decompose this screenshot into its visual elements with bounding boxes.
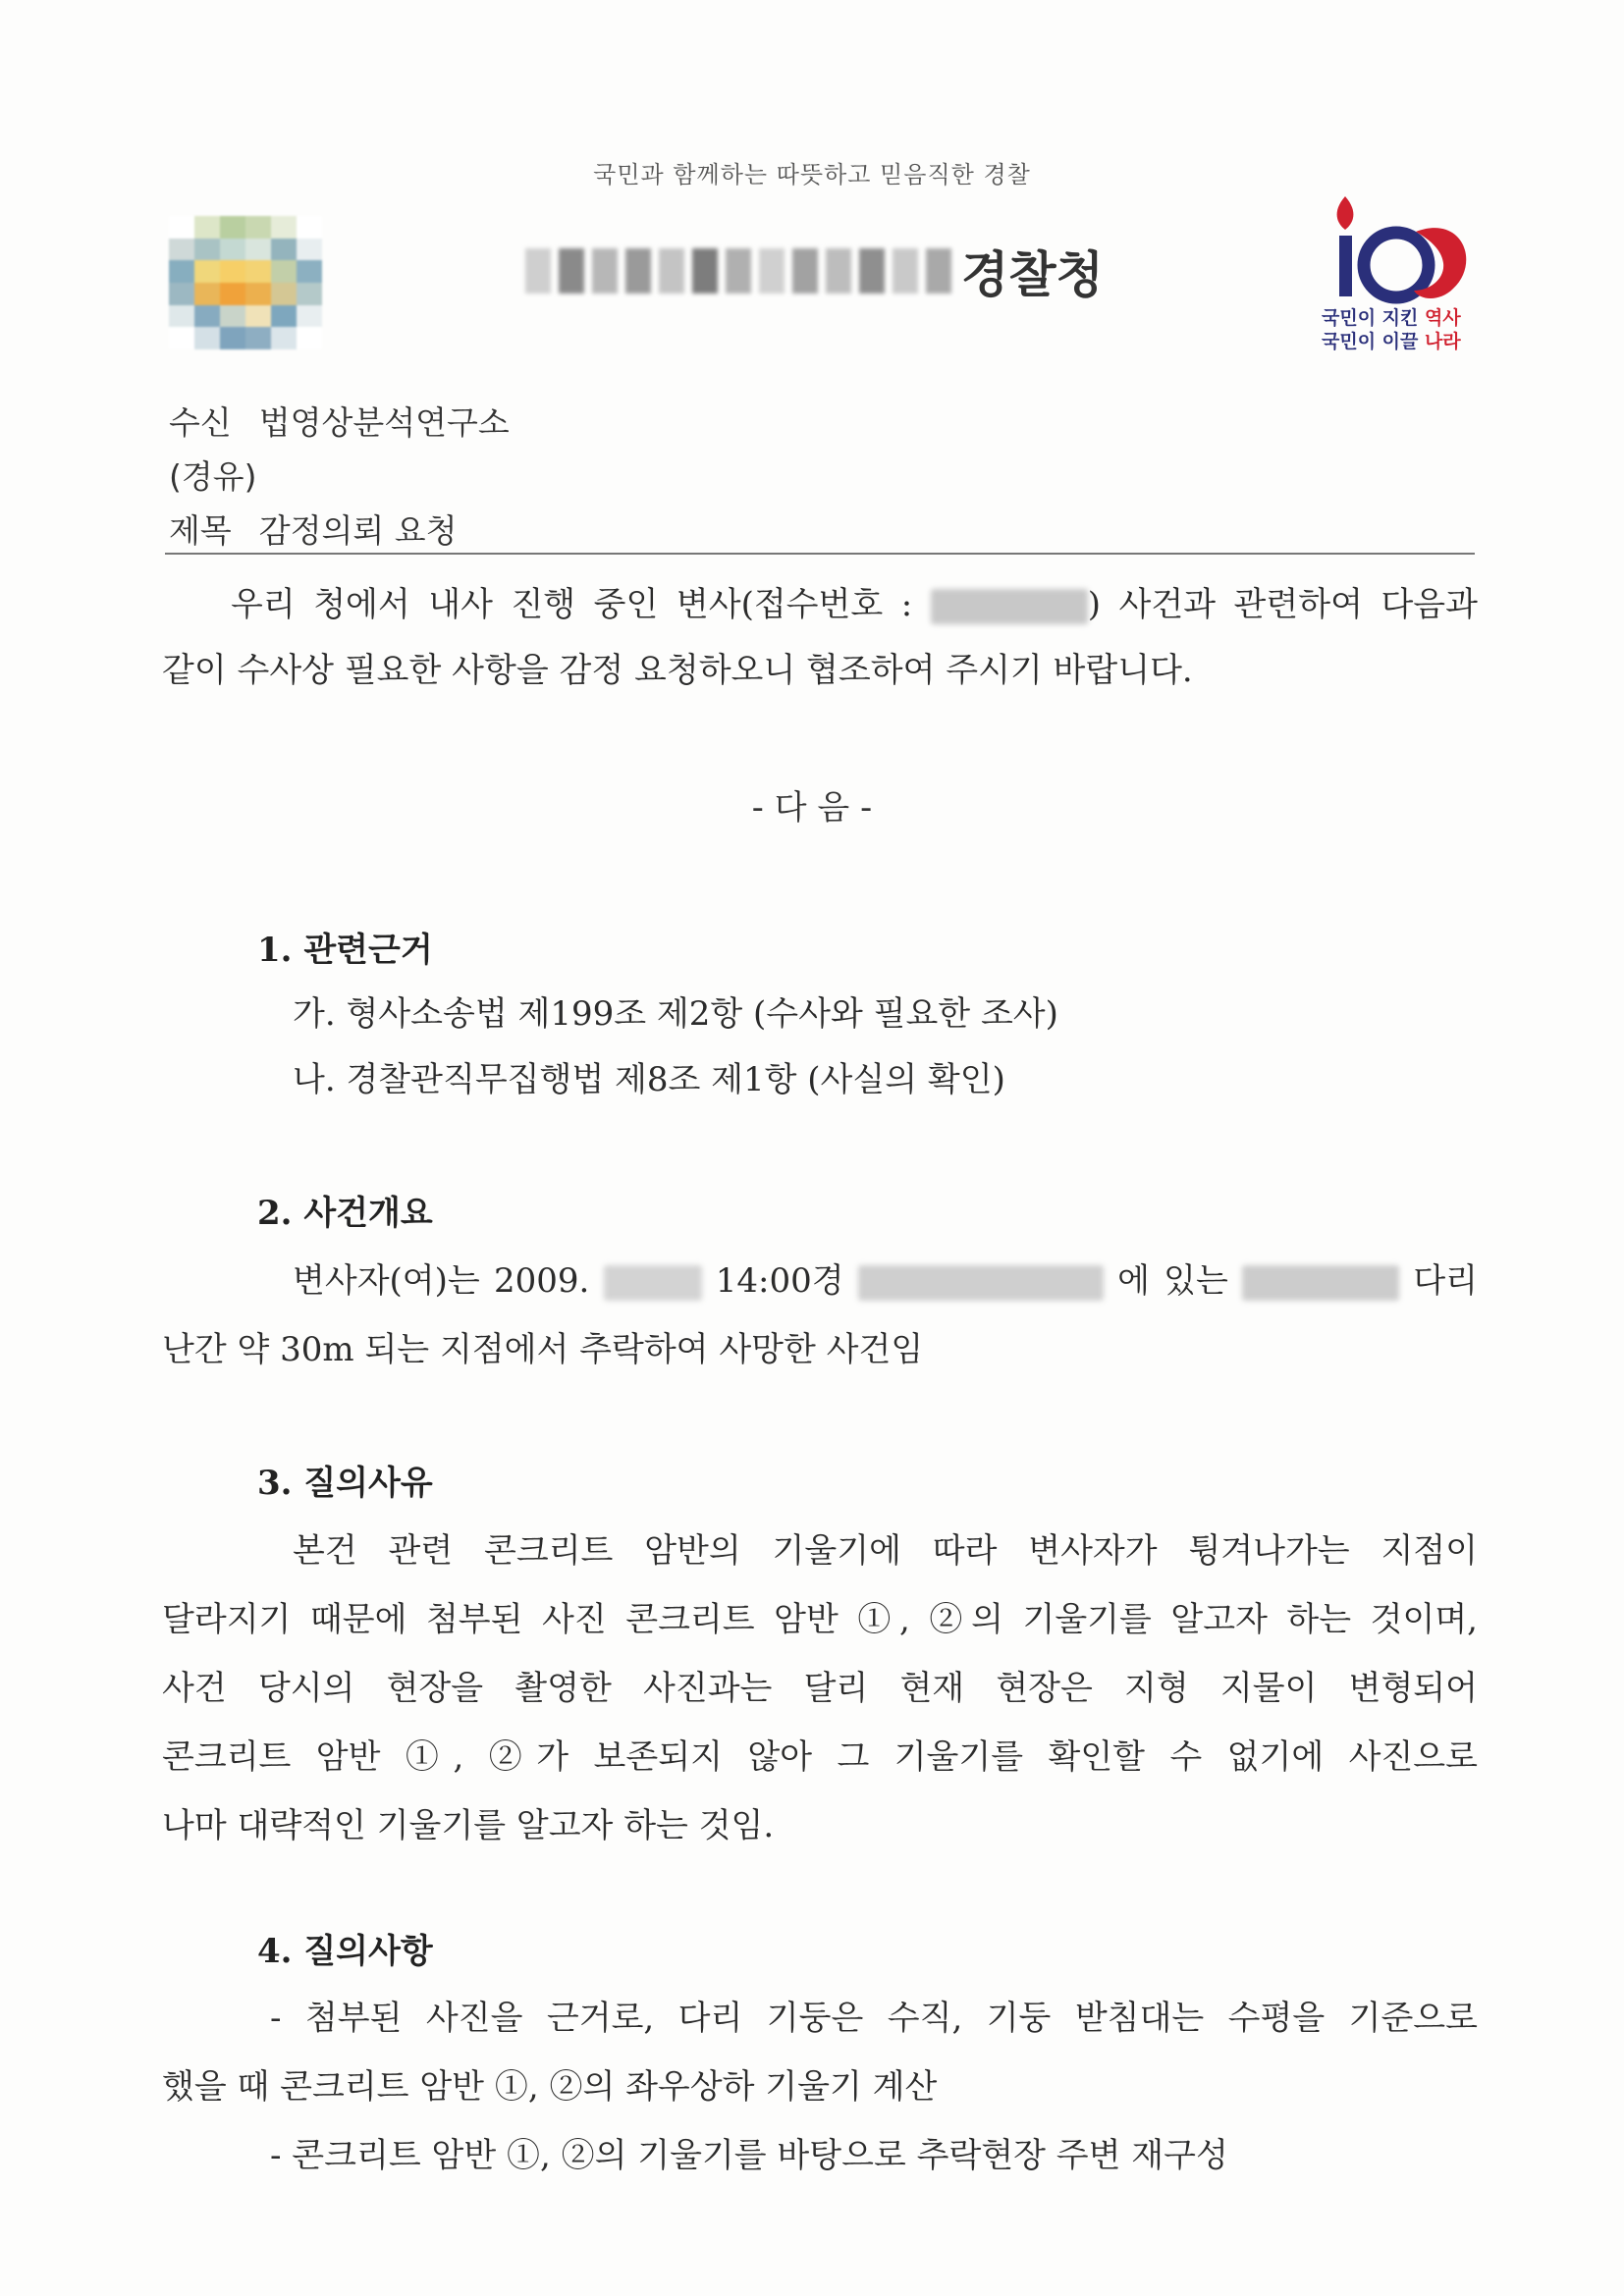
section-2-text-a: 변사자(여)는 2009. [293, 1261, 590, 1301]
subject-label: 제목 [169, 511, 232, 550]
intro-line-1 [162, 577, 1478, 625]
logo-text-line2-accent: 나라 [1425, 331, 1461, 352]
section-3-line-3: 사건 당시의 현장을 촬영한 사진과는 달리 현재 현장은 지형 지물이 변형되어 [162, 1669, 1478, 1708]
subject-value: 감정의뢰 요청 [258, 511, 458, 550]
intro-line-2: 같이 수사상 필요한 사항을 감정 요청하오니 협조하여 주시기 바랍니다. [162, 651, 1193, 690]
section-4-text-1: - 첨부된 사진을 근거로, 다리 기둥은 수직, 기둥 받침대는 수평을 기준으로 [270, 1999, 1478, 2038]
recipient-value: 법영상분석연구소 [258, 403, 510, 442]
date-redaction [604, 1265, 702, 1301]
section-1-item-na: 나. 경찰관직무집행법 제8조 제1항 (사실의 확인) [293, 1060, 1005, 1099]
section-3-line-2: 달라지기 때문에 첨부된 사진 콘크리트 암반 ①, ②의 기울기를 알고자 하는 것이며, [162, 1600, 1478, 1639]
digit-zero-ring [1364, 233, 1429, 297]
section-3-line-5: 나마 대략적인 기울기를 알고자 하는 것임. [162, 1806, 775, 1845]
intro-text-a: 우리 청에서 내사 진행 중인 변사(접수번호 : [231, 585, 913, 624]
header-divider [165, 553, 1475, 555]
section-1-item-ga: 가. 형사소송법 제199조 제2항 (수사와 필요한 조사) [293, 994, 1058, 1034]
section-divider-title: - 다 음 - [751, 788, 873, 828]
section-2-text-d: 다리 [1413, 1261, 1479, 1301]
section-1-title: 1. 관련근거 [257, 931, 433, 970]
section-4-line-3: - 콘크리트 암반 ①, ②의 기울기를 바탕으로 추락현장 주변 재구성 [270, 2136, 1228, 2175]
bridge-name-redaction [1242, 1265, 1399, 1301]
section-2-line-1 [162, 1254, 1478, 1302]
section-2-title: 2. 사건개요 [257, 1194, 433, 1233]
recipient-label: 수신 [169, 403, 232, 442]
centennial-logo-text [1322, 306, 1461, 353]
section-3-line-1 [162, 1523, 1478, 1572]
section-2-text-c: 에 있는 [1117, 1261, 1228, 1301]
slogan: 국민과 함께하는 따뜻하고 믿음직한 경찰 [593, 161, 1031, 188]
section-2-line-2: 난간 약 30m 되는 지점에서 추락하여 사망한 사건임 [162, 1330, 924, 1369]
section-3-title: 3. 질의사유 [257, 1464, 433, 1503]
logo-text-line2: 국민이 이끌 [1322, 331, 1419, 352]
section-3-text-1: 본건 관련 콘크리트 암반의 기울기에 따라 변사자가 튕겨나가는 지점이 [293, 1531, 1478, 1571]
subject-line [169, 506, 458, 552]
agency-name [525, 236, 1104, 306]
logo-text-line1: 국민이 지킨 [1322, 307, 1419, 329]
section-4-title: 4. 질의사항 [257, 1932, 433, 1971]
recipient-line [169, 398, 510, 444]
police-emblem-redacted [169, 216, 322, 349]
flame-icon [1337, 196, 1354, 230]
intro-text-b: ) 사건과 관련하여 다음과 [1087, 585, 1478, 624]
agency-name-redaction [525, 248, 951, 294]
case-number-redaction [931, 589, 1088, 624]
location-redaction [858, 1265, 1104, 1301]
section-4-line-1 [162, 1991, 1478, 2039]
section-3-line-4: 콘크리트 암반 ①, ②가 보존되지 않아 그 기울기를 확인할 수 없기에 사진으로 [162, 1737, 1478, 1777]
section-2-time: 14:00경 [715, 1261, 844, 1301]
logo-text-line1-accent: 역사 [1425, 307, 1461, 329]
section-4-line-2: 했을 때 콘크리트 암반 ①, ②의 좌우상하 기울기 계산 [162, 2067, 938, 2107]
digit-one [1339, 236, 1352, 296]
via-line: (경유) [169, 457, 257, 496]
agency-suffix: 경찰청 [961, 246, 1104, 303]
